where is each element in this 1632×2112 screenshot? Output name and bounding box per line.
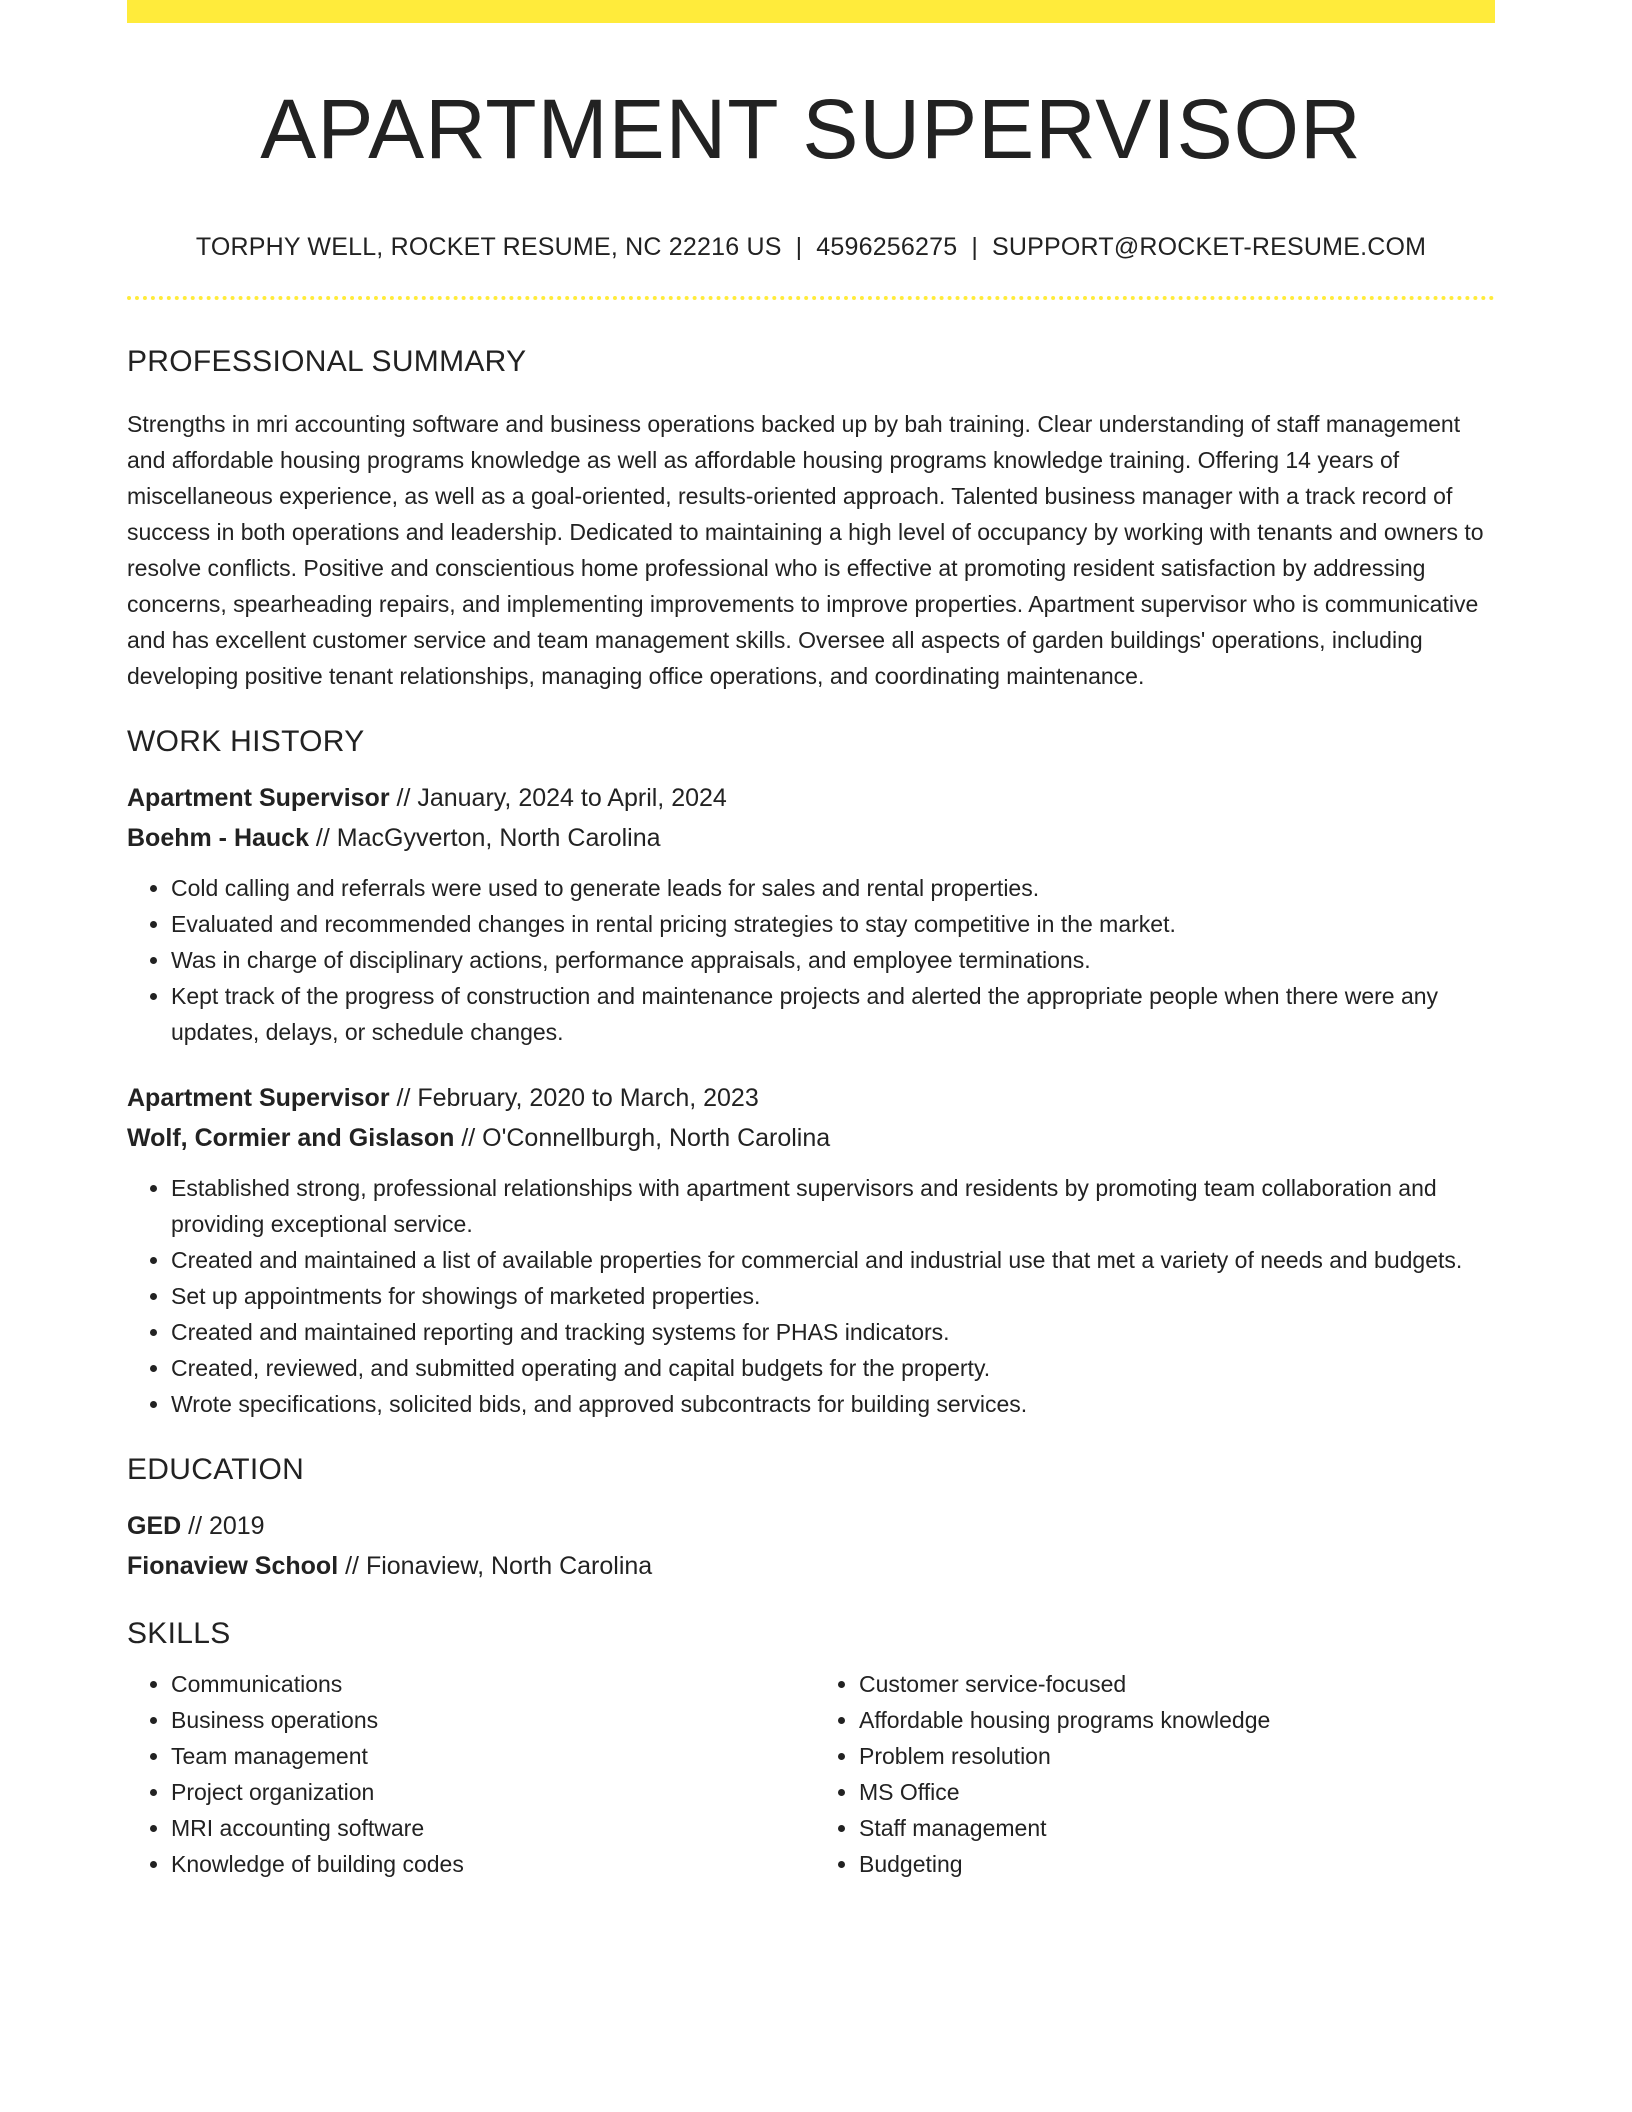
skills-columns (127, 1666, 1495, 1882)
job-company-line (127, 818, 1495, 858)
contact-phone: 4596256275 (816, 233, 958, 262)
skill-item: • Team management (171, 1738, 811, 1774)
job-bullet: • Established strong, professional relationships with apartment supervisors and residents by promoting team collaboration and providing exceptional service. (171, 1170, 1495, 1242)
summary-heading: PROFESSIONAL SUMMARY (127, 345, 527, 379)
skill-item: • Problem resolution (859, 1738, 1495, 1774)
job-company: Boehm - Hauck (127, 824, 309, 853)
contact-address: TORPHY WELL, ROCKET RESUME, NC 22216 US (195, 233, 782, 262)
job-bullet: • Created, reviewed, and submitted operating and capital budgets for the property. (171, 1350, 1495, 1386)
job-bullet: • Created and maintained a list of available properties for commercial and industrial use that met a variety of needs and budgets. (171, 1242, 1495, 1278)
resume-page (127, 0, 1495, 1882)
skill-item: • Knowledge of building codes (171, 1846, 811, 1882)
job-entry (127, 1078, 1495, 1422)
job-bullet: • Created and maintained reporting and tracking systems for PHAS indicators. (171, 1314, 1495, 1350)
job-title: Apartment Supervisor (127, 1084, 390, 1113)
job-company: Wolf, Cormier and Gislason (127, 1124, 455, 1153)
job-bullet: • Set up appointments for showings of marketed properties. (171, 1278, 1495, 1314)
job-title: Apartment Supervisor (127, 784, 390, 813)
job-bullets (127, 870, 1495, 1050)
job-dates: // January, 2024 to April, 2024 (389, 784, 727, 813)
education-school-line (127, 1546, 1495, 1586)
skill-item: • Project organization (171, 1774, 811, 1810)
skills-list-right (811, 1666, 1495, 1882)
job-bullets (127, 1170, 1495, 1422)
skill-item: • MS Office (859, 1774, 1495, 1810)
education-degree-line (127, 1506, 1495, 1546)
skill-item: • Affordable housing programs knowledge (859, 1702, 1495, 1738)
job-bullet: • Evaluated and recommended changes in rental pricing strategies to stay competitive in the market. (171, 906, 1495, 942)
contact-line (127, 233, 1495, 262)
education-year: // 2019 (181, 1512, 265, 1541)
job-location: // MacGyverton, North Carolina (308, 824, 661, 853)
skill-item: • Staff management (859, 1810, 1495, 1846)
job-location: // O'Connellburgh, North Carolina (454, 1124, 831, 1153)
job-bullet: • Kept track of the progress of construction and maintenance projects and alerted the appropriate people when there were any updates, delays, or schedule changes. (171, 978, 1495, 1050)
education-location: // Fionaview, North Carolina (338, 1552, 653, 1581)
job-title-line (127, 1078, 1495, 1118)
education-entry (127, 1506, 1495, 1586)
resume-name: APARTMENT SUPERVISOR (260, 82, 1362, 176)
top-accent-bar (127, 0, 1495, 23)
job-title-line (127, 778, 1495, 818)
job-bullet: • Was in charge of disciplinary actions, performance appraisals, and employee terminations. (171, 942, 1495, 978)
job-bullet: • Wrote specifications, solicited bids, and approved subcontracts for building services. (171, 1386, 1495, 1422)
skill-item: • Customer service-focused (859, 1666, 1495, 1702)
work-history-heading: WORK HISTORY (127, 725, 365, 759)
skill-item: • Communications (171, 1666, 811, 1702)
skill-item: • Budgeting (859, 1846, 1495, 1882)
summary-text: Strengths in mri accounting software and business operations backed up by bah training. Clear understanding of staff management and affordable housing programs knowledge as well as affordable housing programs knowledge training. Offering 14 years of miscellaneous experience, as well as a goal-oriented, results-oriented approach. Talented business manager with a track record of success in both operations and leadership. Dedicated to maintaining a high level of occupancy by working with tenants and owners to resolve conflicts. Positive and conscientious home professional who is effective at promoting resident satisfaction by addressing concerns, spearheading repairs, and implementing improvements to improve properties. Apartment supervisor who is communicative and has excellent customer service and team management skills. Oversee all aspects of garden buildings' operations, including developing positive tenant relationships, managing office operations, and coordinating maintenance. (127, 411, 1484, 690)
job-bullet: • Cold calling and referrals were used to generate leads for sales and rental properties. (171, 870, 1495, 906)
skills-list-left (127, 1666, 811, 1882)
contact-separator: | (971, 233, 979, 262)
job-entry (127, 778, 1495, 1050)
education-degree: GED (127, 1512, 182, 1541)
skill-item: • Business operations (171, 1702, 811, 1738)
job-dates: // February, 2020 to March, 2023 (389, 1084, 759, 1113)
contact-email: SUPPORT@ROCKET-RESUME.COM (992, 233, 1427, 262)
skill-item: • MRI accounting software (171, 1810, 811, 1846)
contact-separator: | (795, 233, 803, 262)
dotted-divider (127, 296, 1495, 300)
job-company-line (127, 1118, 1495, 1158)
education-school: Fionaview School (127, 1552, 339, 1581)
skills-heading: SKILLS (127, 1617, 231, 1651)
education-heading: EDUCATION (127, 1453, 305, 1487)
